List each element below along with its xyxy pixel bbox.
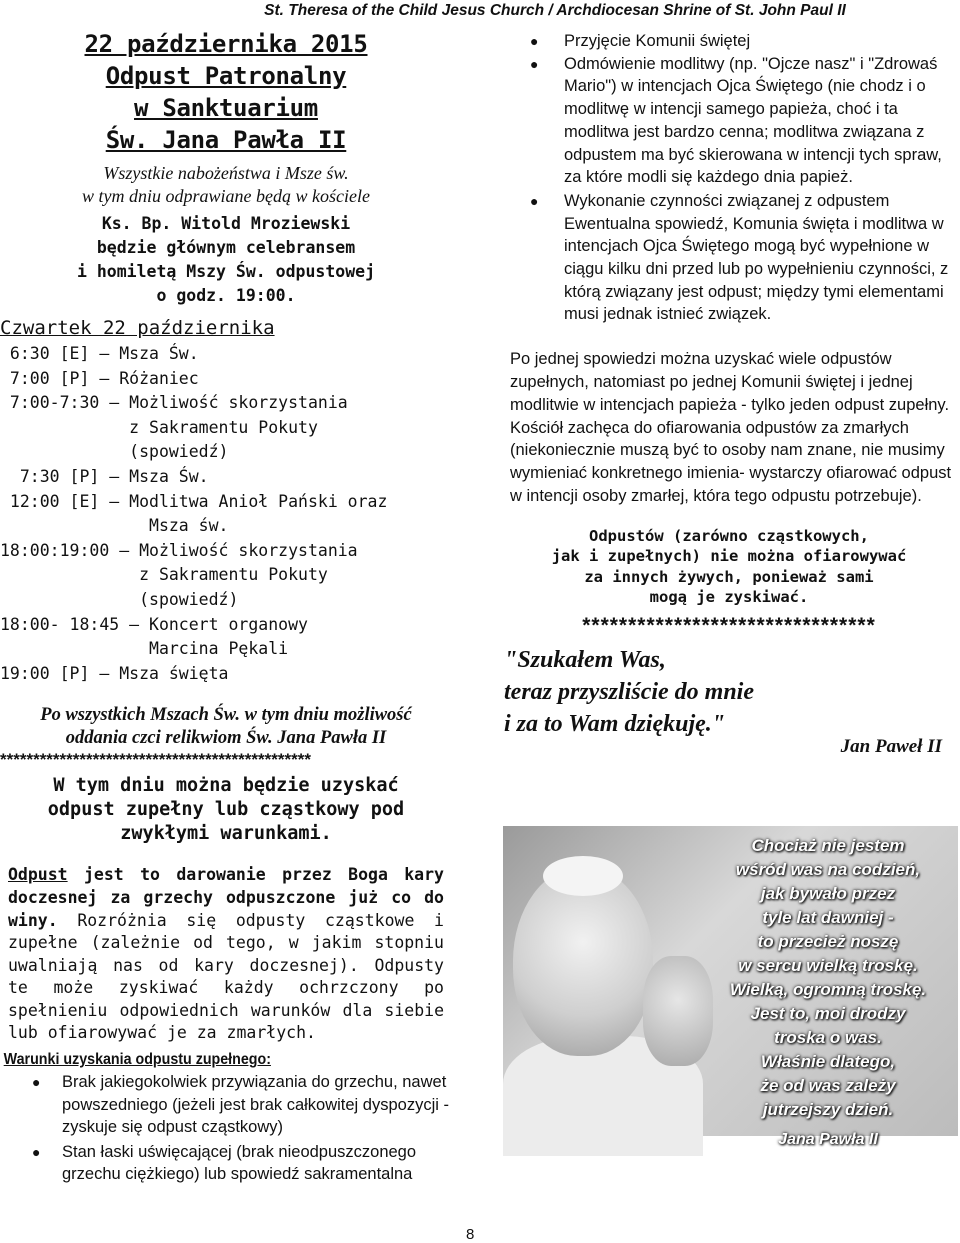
schedule-row: (spowiedź)	[0, 589, 239, 609]
page-header: St. Theresa of the Child Jesus Church / Archdiocesan Shrine of St. John Paul II	[264, 2, 846, 19]
conditions-line: odpust zupełny lub cząstkowy pod	[47, 799, 405, 821]
caption-line: Chociaż nie jestem	[751, 836, 905, 855]
quote-line: "Szukałem Was,	[504, 646, 666, 673]
caption-line: to przecież noszę	[757, 932, 899, 951]
living-note-line: za innych żywych, ponieważ sami	[584, 567, 874, 586]
schedule-row: z Sakramentu Pokuty	[0, 565, 328, 585]
bullet-icon: ●	[32, 1143, 41, 1160]
celebrant-line: Ks. Bp. Witold Mroziewski	[101, 214, 351, 233]
pope-quote	[500, 644, 958, 740]
odpust-definition-bold: jest to darowanie przez Boga kary doczesnej za grzechy odpuszczone już co do winy.	[8, 865, 444, 930]
odpust-term: Odpust	[8, 865, 68, 885]
pope-photo	[503, 826, 958, 1148]
relic-line: Po wszystkich Mszach Św. w tym dniu możliwość	[40, 705, 412, 726]
title-line: Św. Jana Pawła II	[105, 126, 347, 154]
quote-line: i za to Wam dziękuję."	[504, 710, 726, 737]
caption-line: troska o was.	[774, 1028, 882, 1047]
conditions-line: W tym dniu można będzie uzyskać	[53, 775, 399, 797]
relic-line: oddania czci relikwiom Św. Jana Pawła II	[65, 728, 387, 749]
bullet-icon: ●	[32, 1074, 41, 1091]
intro-line: Wszystkie nabożeństwa i Msze św.	[103, 163, 349, 183]
schedule-row: (spowiedź)	[0, 442, 229, 462]
celebrant-line: o godz. 19:00.	[156, 286, 296, 305]
paragraph-deceased: Kościół zachęca do ofiarowania odpustów za zmarłych (niekoniecznie muszą być to osoby nam znane, nie musimy wymieniać konkretnego imienia- wystarczy ofiarować odpust w intencji osoby zmarłej, która tego odpustu potrzebuje).	[510, 418, 952, 505]
feast-title	[0, 28, 452, 156]
odpust-definition	[0, 864, 452, 1045]
photo-figure-zucchetto	[543, 856, 623, 896]
left-column	[0, 28, 452, 1188]
caption-line: Wielką, ogromną troskę.	[729, 980, 927, 999]
conditions-line: zwykłymi warunkami.	[120, 823, 332, 845]
relic-note	[0, 704, 452, 750]
living-note-line: jak i zupełnych) nie można ofiarowywać	[551, 547, 907, 566]
photo-caption	[703, 834, 953, 1152]
caption-line: Jest to, moi drodzy	[750, 1004, 906, 1023]
schedule-row: Marcina Pękali	[0, 639, 289, 659]
caption-line: w sercu wielką troskę.	[738, 956, 918, 975]
right-column	[500, 28, 958, 758]
quote-author: Jan Paweł II	[840, 735, 942, 757]
caption-line: Właśnie dlatego,	[760, 1052, 896, 1071]
caption-line: jutrzejszy dzień.	[762, 1100, 894, 1119]
schedule-row: 7:00 [P] – Różaniec	[0, 368, 199, 388]
schedule-row: 7:30 [P] – Msza Św.	[0, 466, 209, 486]
bullet-icon: ●	[530, 192, 539, 209]
celebrant-line: będzie głównym celebransem	[96, 238, 356, 257]
list-item-text: Przyjęcie Komunii świętej	[564, 32, 751, 50]
caption-line: jak bywało przez	[760, 884, 896, 903]
caption-line: tyle lat dawniej -	[762, 908, 894, 927]
caption-signature: Jana Pawła II	[778, 1131, 878, 1148]
paragraph-confession: Po jednej spowiedzi można uzyskać wiele odpustów zupełnych, natomiast po jednej Komunii świętej i jednej modlitwie w intencjach papieża - tylko jeden odpust zupełny.	[510, 350, 950, 414]
caption-line: wśród was na codzień,	[735, 860, 921, 879]
list-item	[500, 190, 958, 326]
list-item-text: Brak jakiegokolwiek przywiązania do grzechu, nawet powszedniego (jeżeli jest brak całkowitej dyspozycji - zyskuje się odpust cząstkowy)	[62, 1073, 450, 1137]
living-note-line: mogą je zyskiwać.	[649, 588, 809, 607]
schedule-row: 18:00- 18:45 – Koncert organowy	[0, 614, 308, 634]
living-note-line: Odpustów (zarówno cząstkowych,	[589, 526, 869, 545]
star-divider-right: ********************************	[582, 613, 876, 637]
living-note	[500, 526, 958, 608]
list-item-text: Stan łaski uświęcającej (brak nieodpuszczonego grzechu ciężkiego) lub spowiedź sakramentalna	[62, 1142, 417, 1184]
list-item	[500, 53, 958, 189]
intro-line: w tym dniu odprawiane będą w kościele	[82, 186, 370, 206]
schedule-list	[0, 342, 452, 686]
star-divider: ***********************************************	[0, 750, 311, 770]
conditions-list-continued	[500, 30, 958, 326]
conditions-list	[0, 1071, 452, 1186]
day-heading: Czwartek 22 października	[0, 317, 275, 339]
conditions-heading	[0, 774, 452, 846]
bullet-icon: ●	[530, 33, 539, 49]
odpust-definition-rest: Rozróżnia się odpusty cząstkowe i zupełne (zależnie od tego, w jakim stopniu uwalniają nas od kary doczesnej). Odpusty te może zyskiwać każdy ochrzczony po spełnieniu odpowiednich warunków dla siebie lub ofiarowywać je za zmarłych.	[8, 910, 444, 1043]
schedule-row: 19:00 [P] – Msza święta	[0, 663, 229, 683]
schedule-row: 6:30 [E] – Msza Św.	[0, 344, 199, 363]
page-number: 8	[466, 1226, 475, 1243]
quote-line: teraz przyszliście do mnie	[504, 678, 754, 705]
list-item	[0, 1141, 452, 1186]
schedule-row: z Sakramentu Pokuty	[0, 417, 318, 437]
intro-text	[0, 162, 452, 208]
schedule-row: 18:00:19:00 – Możliwość skorzystania	[0, 540, 358, 560]
celebrant-line: i homiletą Mszy Św. odpustowej	[76, 262, 375, 281]
schedule-row: 7:00-7:30 – Możliwość skorzystania	[0, 393, 348, 413]
title-line: w Sanktuarium	[134, 94, 318, 122]
list-item	[0, 1071, 452, 1139]
bullet-icon: ●	[530, 55, 539, 72]
list-item	[500, 30, 958, 53]
title-line: Odpust Patronalny	[105, 62, 347, 90]
list-item-text: Odmówienie modlitwy (np. "Ojcze nasz" i "Zdrowaś Mario") w intencjach Ojca Świętego (nie chodz i o modlitwę w intencji samego papieża, choć i ta modlitwa jest bardzo cenna; modlitwa związana z odpustem ma być skierowana w intencji tych spraw, za które modli się każdego dnia papież.	[564, 54, 942, 187]
schedule-row: Msza św.	[0, 516, 229, 536]
caption-line: że od was zależy	[760, 1076, 896, 1095]
schedule-row: 12:00 [E] – Modlitwa Anioł Pański oraz	[0, 491, 388, 511]
title-line: 22 października 2015	[84, 30, 368, 58]
conditions-title: Warunki uzyskania odpustu zupełnego:	[3, 1051, 271, 1069]
celebrant-info	[0, 212, 452, 308]
list-item-text: Wykonanie czynności związanej z odpustem Ewentualna spowiedź, Komunia święta i modlitwa w intencjach Ojca Świętego mogą być wypełnione w ciągu kilku dni przed lub po wypełnieniu czynności, z którą związany jest odpust; między tymi elementami musi jednak istnieć związek.	[564, 191, 949, 324]
